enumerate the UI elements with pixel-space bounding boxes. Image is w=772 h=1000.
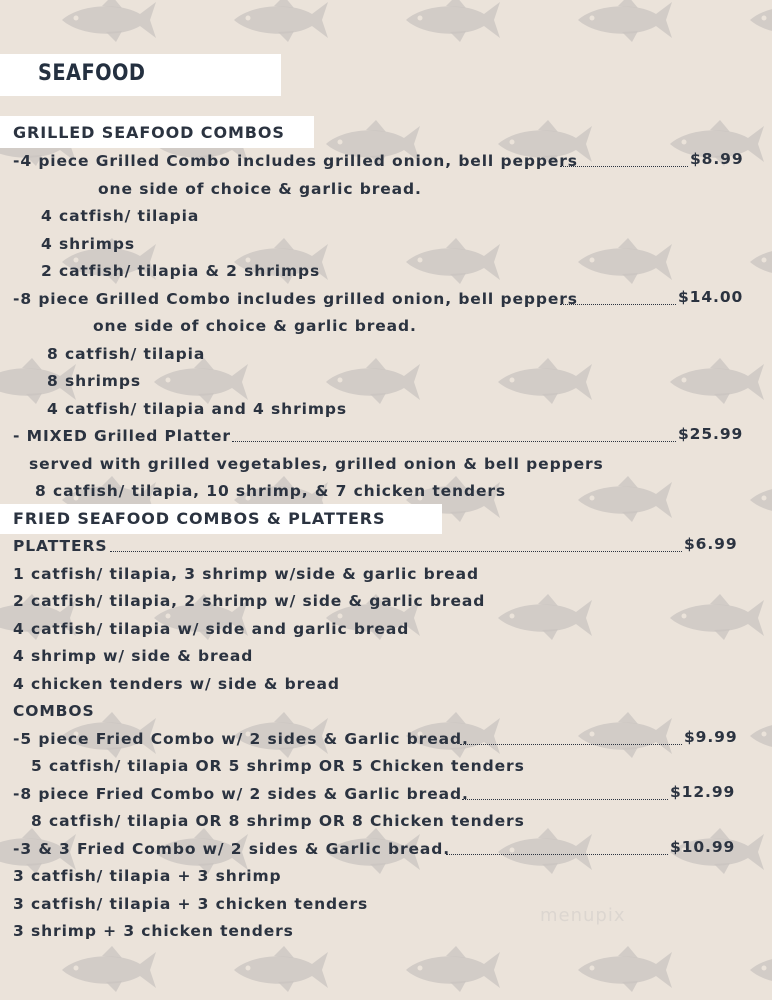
fish-icon [750,712,772,758]
fish-icon [578,0,672,42]
dot-leader [462,799,668,800]
fish-icon [234,0,328,42]
price-mixed-grilled-platter: $25.99 [678,425,744,443]
fish-icon [578,712,672,758]
price-8-piece-fried: $12.99 [670,783,736,801]
menu-item-option: 8 shrimps [47,372,141,390]
section-heading-grilled: GRILLED SEAFOOD COMBOS [13,123,285,142]
fish-icon [750,946,772,992]
menu-item-option: 4 shrimp w/ side & bread [13,647,254,665]
menu-item-description: 5 catfish/ tilapia OR 5 shrimp OR 5 Chicken tenders [31,757,525,775]
menu-item-option: 1 catfish/ tilapia, 3 shrimp w/side & garlic bread [13,565,479,583]
fish-icon [326,358,420,404]
price-4-piece-grilled: $8.99 [690,150,744,168]
dot-leader [560,304,676,305]
menu-item-description: 8 catfish/ tilapia, 10 shrimp, & 7 chicken tenders [35,482,507,500]
menu-item-option: 2 catfish/ tilapia, 2 shrimp w/ side & garlic bread [13,592,486,610]
menu-item-option: 4 chicken tenders w/ side & bread [13,675,340,693]
price-platters: $6.99 [684,535,738,553]
dot-leader [232,441,676,442]
fish-icon [750,0,772,42]
menu-item-option: 8 catfish/ tilapia [47,345,206,363]
dot-leader [560,166,688,167]
menu-item-option: 3 shrimp + 3 chicken tenders [13,922,294,940]
fish-icon [234,946,328,992]
watermark: menupix [540,905,626,926]
fish-icon [62,0,156,42]
menu-item-option: 4 catfish/ tilapia and 4 shrimps [47,400,348,418]
menu-item-option: 4 shrimps [41,235,135,253]
menu-item-mixed-grilled-platter: - MIXED Grilled Platter [13,427,231,445]
menu-item-5-piece-fried: -5 piece Fried Combo w/ 2 sides & Garlic bread. [13,730,469,748]
fish-icon [750,238,772,284]
subheading-platters: PLATTERS [13,537,108,555]
fish-icon [498,594,592,640]
fish-icon [578,238,672,284]
dot-leader [460,744,682,745]
fish-icon [750,476,772,522]
fish-icon [406,0,500,42]
fish-icon [578,946,672,992]
fish-icon [154,358,248,404]
fish-icon [670,358,764,404]
menu-item-4-piece-grilled: -4 piece Grilled Combo includes grilled onion, bell peppers [13,152,578,170]
fish-icon [498,828,592,874]
fish-icon [578,476,672,522]
menu-item-3-and-3-fried: -3 & 3 Fried Combo w/ 2 sides & Garlic bread. [13,840,451,858]
menu-item-option: 4 catfish/ tilapia [41,207,200,225]
fish-icon [670,594,764,640]
price-3-and-3-fried: $10.99 [670,838,736,856]
fish-icon [498,358,592,404]
menu-item-description: one side of choice & garlic bread. [98,180,422,198]
page-title: SEAFOOD [38,61,146,86]
price-8-piece-grilled: $14.00 [678,288,744,306]
fish-icon [62,946,156,992]
menu-item-8-piece-fried: -8 piece Fried Combo w/ 2 sides & Garlic bread. [13,785,469,803]
menu-item-description: 8 catfish/ tilapia OR 8 shrimp OR 8 Chicken tenders [31,812,525,830]
fish-icon [406,238,500,284]
menu-item-8-piece-grilled: -8 piece Grilled Combo includes grilled onion, bell peppers [13,290,578,308]
subheading-combos: COMBOS [13,702,95,720]
section-heading-fried: FRIED SEAFOOD COMBOS & PLATTERS [13,509,386,528]
menu-item-option: 3 catfish/ tilapia + 3 shrimp [13,867,282,885]
price-5-piece-fried: $9.99 [684,728,738,746]
menu-item-description: served with grilled vegetables, grilled onion & bell peppers [29,455,604,473]
menu-item-description: one side of choice & garlic bread. [93,317,417,335]
menu-item-option: 3 catfish/ tilapia + 3 chicken tenders [13,895,369,913]
menu-item-option: 2 catfish/ tilapia & 2 shrimps [41,262,321,280]
menu-item-option: 4 catfish/ tilapia w/ side and garlic bread [13,620,410,638]
dot-leader [446,854,668,855]
fish-icon [406,946,500,992]
dot-leader [110,551,682,552]
